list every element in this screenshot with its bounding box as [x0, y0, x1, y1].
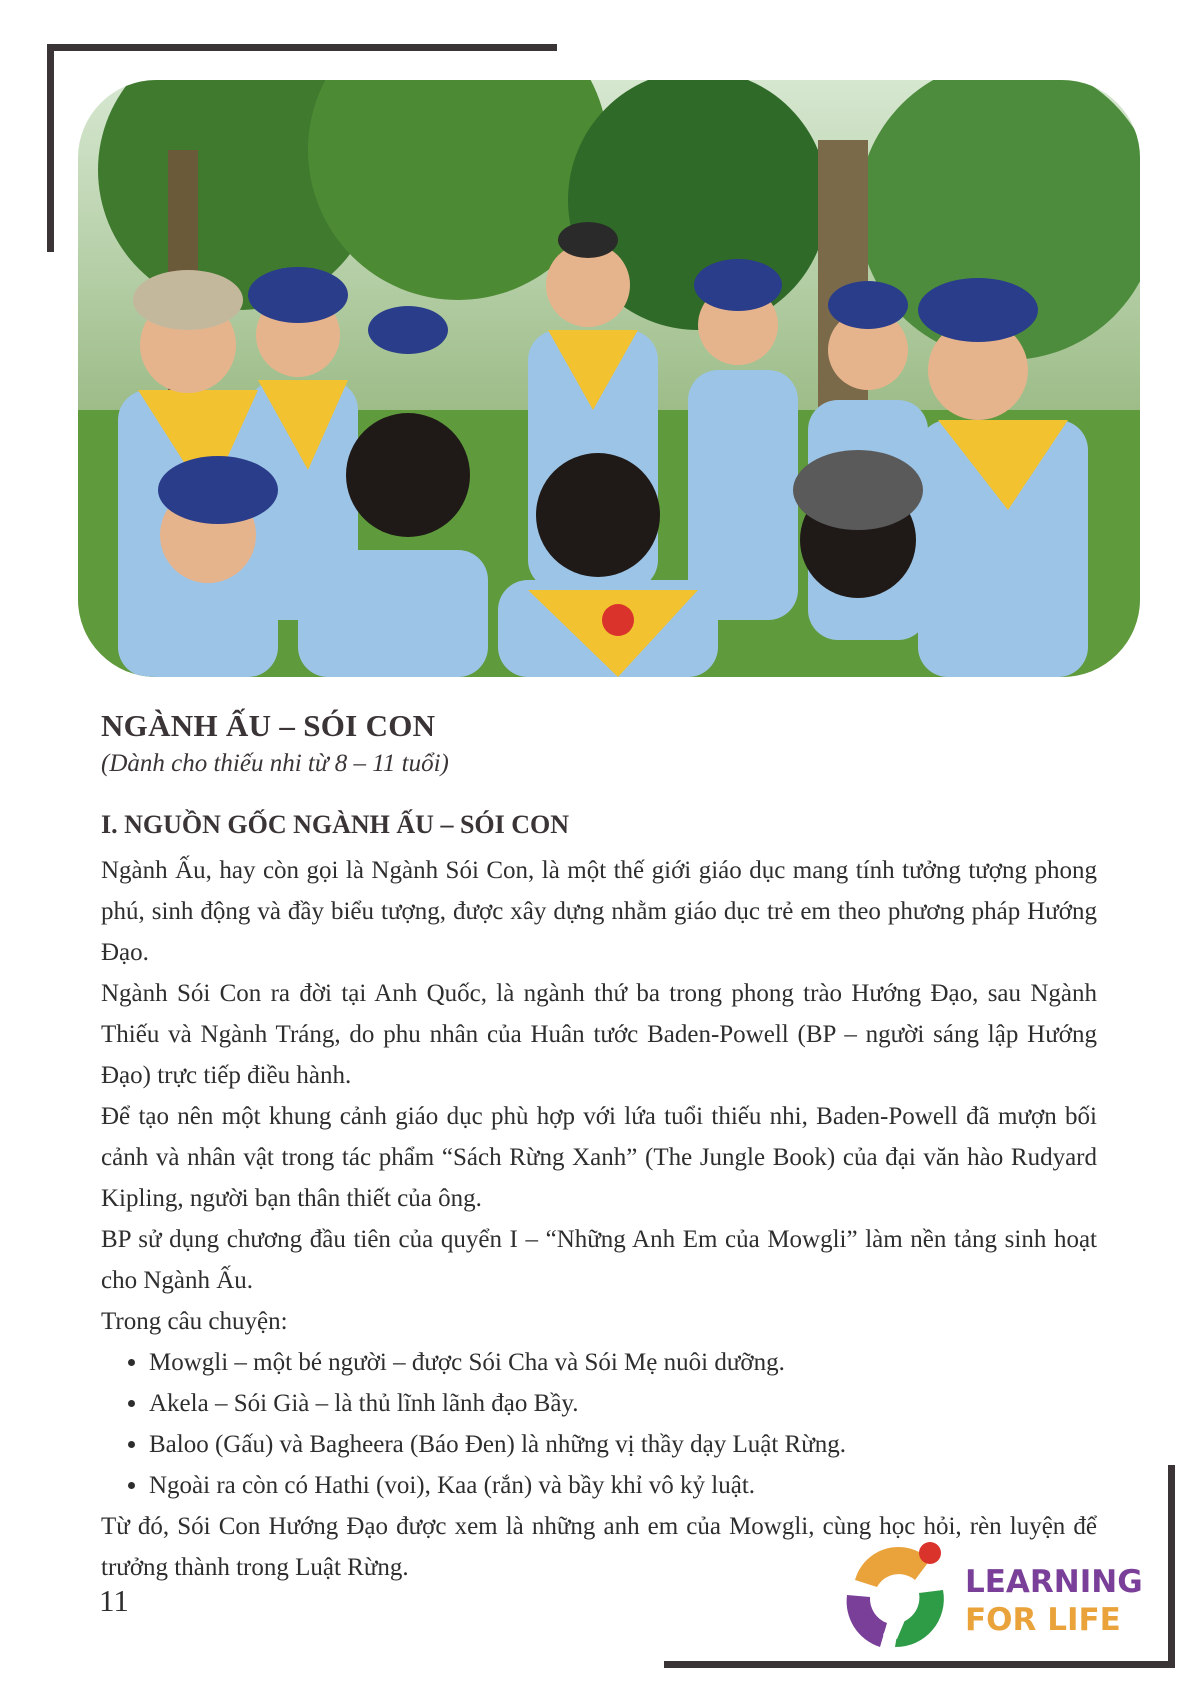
- list-item: • Akela – Sói Già – là thủ lĩnh lãnh đạo Bầy.: [149, 1383, 1097, 1424]
- section-body: [101, 850, 1097, 1588]
- logo-text-line1: LEARNING: [965, 1564, 1143, 1600]
- closing-paragraph: Từ đó, Sói Con Hướng Đạo được xem là những anh em của Mowgli, cùng học hỏi, rèn luyện để trưởng thành trong Luật Rừng.: [101, 1513, 1097, 1581]
- frame-corner-left: [47, 44, 54, 252]
- logo-text-line2: FOR LIFE: [965, 1602, 1121, 1638]
- paragraph: BP sử dụng chương đầu tiên của quyển I – “Những Anh Em của Mowgli” làm nền tảng sinh hoạt cho Ngành Ấu.: [101, 1226, 1097, 1294]
- frame-corner-top: [47, 44, 557, 51]
- page-number: 11: [99, 1583, 129, 1618]
- paragraph: Trong câu chuyện:: [101, 1308, 288, 1335]
- logo-mark-icon: [835, 1535, 955, 1655]
- frame-corner-right: [1168, 1465, 1175, 1668]
- frame-corner-bottom: [664, 1661, 1175, 1668]
- page-title: NGÀNH ẤU – SÓI CON: [101, 708, 436, 743]
- paragraph: Ngành Ấu, hay còn gọi là Ngành Sói Con, là một thế giới giáo dục mang tính tưởng tượng phong phú, sinh động và đầy biểu tượng, được xây dựng nhằm giáo dục trẻ em theo phương pháp Hướng Đạo.: [101, 857, 1097, 966]
- page-subtitle: (Dành cho thiếu nhi từ 8 – 11 tuổi): [101, 750, 449, 777]
- section-heading: I. NGUỒN GỐC NGÀNH ẤU – SÓI CON: [101, 810, 570, 839]
- learning-for-life-logo: [835, 1535, 1155, 1660]
- character-list: [101, 1342, 1097, 1506]
- list-item: • Baloo (Gấu) và Bagheera (Báo Đen) là những vị thầy dạy Luật Rừng.: [149, 1424, 1097, 1465]
- scouts-group-photo: [78, 80, 1140, 677]
- paragraph: Để tạo nên một khung cảnh giáo dục phù hợp với lứa tuổi thiếu nhi, Baden-Powell đã mượn bối cảnh và nhân vật trong tác phẩm “Sách Rừng Xanh” (The Jungle Book) của đại văn hào Rudyard Kipling, người bạn thân thiết của ông.: [101, 1103, 1097, 1212]
- list-item: • Mowgli – một bé người – được Sói Cha và Sói Mẹ nuôi dưỡng.: [149, 1342, 1097, 1383]
- paragraph: Ngành Sói Con ra đời tại Anh Quốc, là ngành thứ ba trong phong trào Hướng Đạo, sau Ngành Thiếu và Ngành Tráng, do phu nhân của Huân tước Baden-Powell (BP – người sáng lập Hướng Đạo) trực tiếp điều hành.: [101, 980, 1097, 1089]
- list-item: • Ngoài ra còn có Hathi (voi), Kaa (rắn) và bầy khỉ vô kỷ luật.: [149, 1465, 1097, 1506]
